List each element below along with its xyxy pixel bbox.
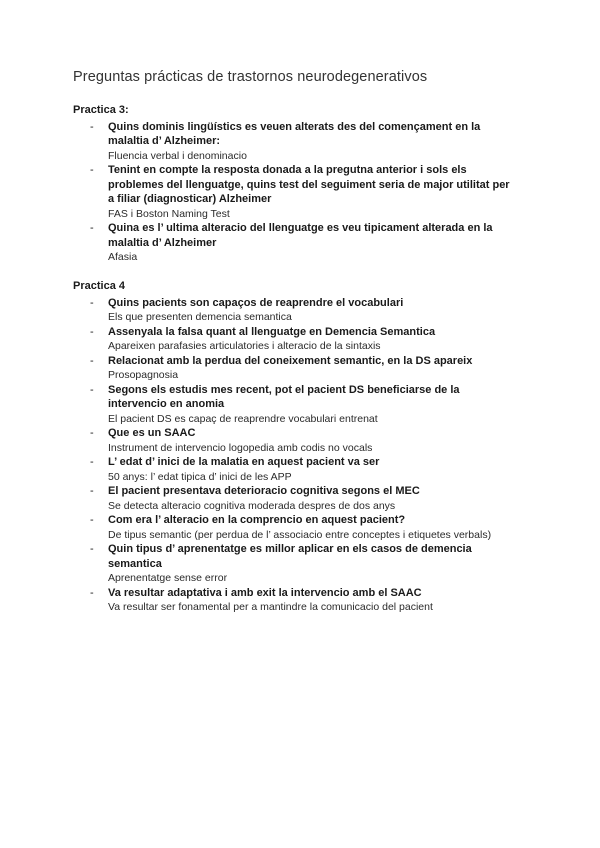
list-item bbox=[73, 163, 513, 221]
answer-text: Apareixen parafasies articulatories i alteracio de la sintaxis bbox=[108, 340, 381, 352]
answer-text: Instrument de intervencio logopedia amb codis no vocals bbox=[108, 441, 373, 454]
section-practica-3 bbox=[73, 103, 513, 265]
question-text: Relacionat amb la perdua del coneixement semantic, en la DS apareix bbox=[108, 354, 473, 367]
answer-text: Aprenentatge sense error bbox=[108, 572, 228, 584]
answer-text: Els que presenten demencia semantica bbox=[108, 311, 292, 323]
question-text: Quin tipus d’ aprenentatge es millor aplicar en els casos de demencia semantica bbox=[108, 543, 472, 570]
list-item bbox=[73, 455, 513, 484]
question-text: Va resultar adaptativa i amb exit la intervencio amb el SAAC bbox=[108, 586, 422, 599]
question-text: L’ edat d’ inici de la malatia en aquest pacient va ser bbox=[108, 456, 380, 468]
list-item bbox=[73, 484, 513, 513]
answer-text: Se detecta alteracio cognitiva moderada despres de dos anys bbox=[108, 499, 396, 512]
bullet-dash: - bbox=[90, 427, 94, 439]
list-item bbox=[73, 586, 513, 615]
bullet-dash: - bbox=[90, 296, 94, 309]
question-text: Assenyala la falsa quant al llenguatge en Demencia Semantica bbox=[108, 325, 436, 338]
bullet-dash: - bbox=[90, 586, 94, 599]
bullet-dash: - bbox=[90, 456, 94, 468]
list-item bbox=[73, 513, 513, 542]
question-text: Quins dominis lingüístics es veuen alterats des del començament en la malaltia d’ Alzheimer: bbox=[108, 120, 481, 147]
answer-text: El pacient DS es capaç de reaprendre vocabulari entrenat bbox=[108, 412, 378, 425]
section-title: Practica 3: bbox=[73, 104, 129, 116]
list-item bbox=[73, 296, 513, 325]
section-practica-4 bbox=[73, 279, 513, 615]
question-list bbox=[73, 296, 513, 615]
bullet-dash: - bbox=[90, 325, 94, 338]
answer-text: Prosopagnosia bbox=[108, 369, 179, 381]
question-text: El pacient presentava deterioracio cognitiva segons el MEC bbox=[108, 485, 420, 497]
bullet-dash: - bbox=[90, 164, 94, 176]
list-item bbox=[73, 325, 513, 354]
bullet-dash: - bbox=[90, 383, 94, 396]
answer-text: Va resultar ser fonamental per a mantindre la comunicacio del pacient bbox=[108, 601, 433, 613]
bullet-dash: - bbox=[90, 543, 94, 555]
list-item bbox=[73, 542, 513, 586]
bullet-dash: - bbox=[90, 514, 94, 526]
document-title: Preguntas prácticas de trastornos neurodegenerativos bbox=[73, 69, 428, 85]
answer-text: 50 anys: l’ edat tipica d’ inici de les APP bbox=[108, 470, 292, 483]
question-text: Tenint en compte la resposta donada a la pregutna anterior i sols els problemes del llenguatge, quins test del seguiment seria de major utilitat per a filiar (diagnosticar) Alzheimer bbox=[108, 164, 510, 205]
bullet-dash: - bbox=[90, 485, 94, 497]
answer-text: Afasia bbox=[108, 251, 138, 263]
list-item bbox=[73, 426, 513, 455]
question-list bbox=[73, 120, 513, 265]
list-item bbox=[73, 221, 513, 265]
question-text: Quins pacients son capaços de reaprendre el vocabulari bbox=[108, 296, 404, 309]
answer-text: Fluencia verbal i denominacio bbox=[108, 149, 247, 162]
question-text: Que es un SAAC bbox=[108, 427, 196, 439]
bullet-dash: - bbox=[90, 354, 94, 367]
question-text: Quina es l’ ultima alteracio del llenguatge es veu tipicament alterada en la malaltia d’ Alzheimer bbox=[108, 222, 493, 249]
bullet-dash: - bbox=[90, 222, 94, 234]
list-item bbox=[73, 120, 513, 164]
list-item bbox=[73, 383, 513, 427]
bullet-dash: - bbox=[90, 120, 94, 133]
answer-text: FAS i Boston Naming Test bbox=[108, 207, 230, 220]
question-text: Segons els estudis mes recent, pot el pacient DS beneficiarse de la intervencio en anomia bbox=[108, 383, 460, 410]
answer-text: De tipus semantic (per perdua de l’ associacio entre conceptes i etiquetes verbals) bbox=[108, 528, 492, 541]
question-text: Com era l’ alteracio en la comprencio en aquest pacient? bbox=[108, 514, 406, 526]
section-title: Practica 4 bbox=[73, 280, 125, 292]
list-item bbox=[73, 354, 513, 383]
